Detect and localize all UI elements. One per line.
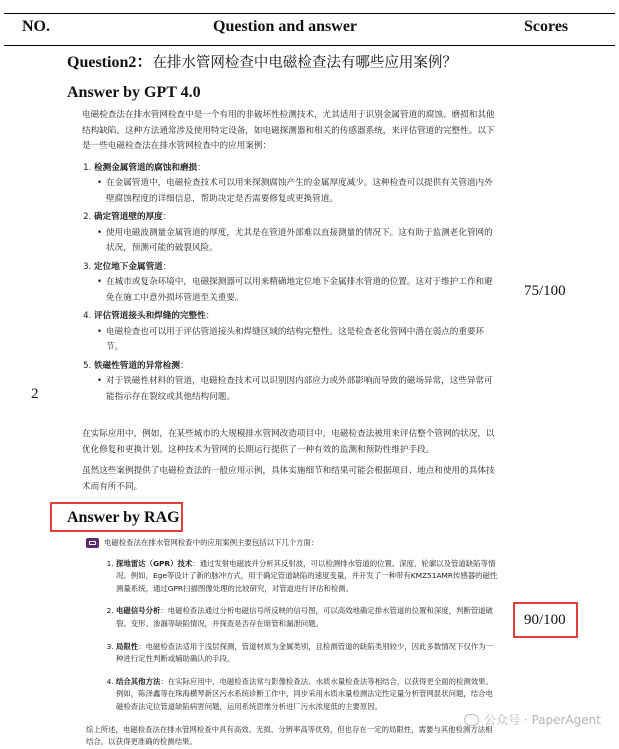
gpt-closing-paragraph-1: 在实际应用中，例如，在某些城市的大规模排水管网改造项目中，电磁检查法被用来评估整个管网的状况，以优化修复和更换计划。这种技术为管网的长期运行提供了一种有效的监测和预防性维护手段。 bbox=[82, 429, 495, 455]
gpt-case-title: 定位地下金属管道 bbox=[94, 261, 163, 272]
header-scores: Scores bbox=[524, 18, 569, 35]
list-item bbox=[116, 605, 498, 630]
gpt-case-title: 铁磁性管道的异常检测 bbox=[94, 360, 180, 371]
row-number: 2 bbox=[31, 386, 39, 402]
rag-intro-line bbox=[86, 537, 498, 550]
gpt-case-title: 评估管道接头和焊缝的完整性 bbox=[94, 311, 206, 321]
gpt-case-desc: • 电磁检查也可以用于评估管道接头和焊缝区域的结构完整性。这是检查老化管网中潜在弱点的重要环节。 bbox=[106, 325, 500, 356]
rag-case-desc: ：在实际应用中，电磁检查法常与影像检查法、水质水量检查法等相结合，以获得更全面的检测效果。例如，陈泽鑫等在珠海横琴新区污水系统诊断工作中，同步采用水质水量检测法定性定量分析管网混状问题，结合电磁检查法定位管道缺陷病害问题，运用系统思维分析进厂污水浓度低的主要原因。 bbox=[116, 676, 493, 711]
assistant-logo-icon bbox=[86, 538, 99, 548]
gpt-case-desc: • 在金属管道中，电磁检查技术可以用来探测腐蚀产生的金属厚度减少。这种检查可以提供有关管道内外壁腐蚀程度的详细信息，帮助决定是否需要修复或更换管道。 bbox=[106, 176, 500, 207]
rag-intro: 电磁检查法在排水管网检查中的应用案例主要包括以下几个方面： bbox=[104, 538, 319, 547]
rag-case-desc: ：电磁检查法通过分析电磁信号所反映的信号图，可以高效地确定排水管道的位置和深度，判断管道破裂、变形、渗漏等缺陷情况，并探查是否存在暗管和漏泄问题。 bbox=[116, 606, 493, 628]
table-top-rule bbox=[4, 13, 615, 14]
rag-answer-body bbox=[86, 537, 498, 749]
watermark-text: 公众号 · PaperAgent bbox=[484, 713, 601, 727]
question-text: 在排水管网检查中电磁检查法有哪些应用案例？ bbox=[152, 55, 457, 71]
rag-case-title: 局限性 bbox=[116, 641, 139, 651]
gpt-case-desc: • 使用电磁波测量金属管道的厚度，尤其是在管道外部难以直接测量的情况下。这有助于监测老化管网的状况，预测可能的破裂风险。 bbox=[106, 226, 500, 257]
gpt-case-title: 检测金属管道的腐蚀和磨损 bbox=[94, 162, 198, 173]
gpt-answer-body bbox=[82, 108, 500, 501]
rag-case-title: 电磁信号分析 bbox=[116, 606, 161, 616]
header-question-and-answer: Question and answer bbox=[213, 18, 358, 35]
rag-case-list bbox=[86, 558, 498, 714]
gpt-case-desc: • 对于铁磁性材料的管道，电磁检查技术可以识别因内部应力或外部影响而导致的磁场异常，这些异常可能指示存在裂纹或其他结构问题。 bbox=[106, 374, 500, 405]
list-item: 1. 检测金属管道的腐蚀和磨损： • 在金属管道中，电磁检查技术可以用来探测腐蚀产生的金属厚度减少。这种检查可以提供有关管道内外壁腐蚀程度的详细信息，帮助决定是否需要修复或更换管道。 bbox=[94, 161, 500, 208]
rag-case-desc: ：电磁检查法适用于浅层探测，管道材质为金属类别，且检测管道的缺陷类别较少，因此多数情况下仅作为一种进行定性判断或辅助确认的手段。 bbox=[116, 641, 493, 664]
table-header-rule bbox=[4, 45, 615, 46]
question-label: Question2： bbox=[67, 54, 153, 71]
header-no: NO. bbox=[22, 18, 50, 35]
rag-closing-paragraph: 综上所述，电磁检查法在排水管网检查中具有高效、无损、分辨率高等优势，但也存在一定的局限性，需要与其他检测方法相结合，以获得更准确的检测结果。 bbox=[86, 724, 493, 747]
list-item: 2. 确定管道壁的厚度： • 使用电磁波测量金属管道的厚度，尤其是在管道外部难以直接测量的情况下。这有助于监测老化管网的状况，预测可能的破裂风险。 bbox=[94, 210, 500, 257]
wechat-icon bbox=[464, 714, 479, 726]
rag-case-desc: ：通过发射电磁波并分析其反射波，可以检测排水管道的位置、深度、轮廓以及管道缺陷等情况。例如，Ege等设计了新的脉冲方式，用于确定管道缺陷的速度变量，并开发了一种带有KMZ51AMR传感器的磁性测量系统，通过GPR扫描图像处理的比较研究，对管道进行评估和检测。 bbox=[116, 558, 498, 593]
rag-score: 90/100 bbox=[524, 612, 566, 628]
gpt-case-title: 确定管道壁的厚度 bbox=[94, 212, 163, 222]
rag-case-title: 结合其他方法 bbox=[116, 676, 161, 686]
list-item: 5. 铁磁性管道的异常检测： • 对于铁磁性材料的管道，电磁检查技术可以识别因内部应力或外部影响而导致的磁场异常，这些异常可能指示存在裂纹或其他结构问题。 bbox=[94, 359, 500, 406]
gpt-closing-paragraph-2: 虽然这些案例提供了电磁检查法的一般应用示例，具体实施细节和结果可能会根据项目、地点和使用的具体技术而有所不同。 bbox=[82, 466, 495, 492]
gpt-answer-title: Answer by GPT 4.0 bbox=[67, 84, 201, 101]
list-item bbox=[116, 558, 498, 596]
gpt-case-list bbox=[82, 161, 500, 406]
rag-case-title: 探地雷达（GPR）技术 bbox=[116, 558, 193, 568]
question-line bbox=[67, 49, 457, 72]
list-item bbox=[116, 641, 498, 666]
gpt-case-desc: • 在城市或复杂环境中，电磁探测器可以用来精确地定位地下金属排水管道的位置。这对于维护工作和避免在施工中意外损坏管道至关重要。 bbox=[106, 275, 500, 306]
rag-answer-title: Answer by RAG bbox=[67, 509, 180, 526]
watermark bbox=[464, 711, 601, 728]
list-item: 3. 定位地下金属管道： • 在城市或复杂环境中，电磁探测器可以用来精确地定位地下金属排水管道的位置。这对于维护工作和避免在施工中意外损坏管道至关重要。 bbox=[94, 260, 500, 307]
list-item bbox=[116, 676, 498, 714]
list-item: 4. 评估管道接头和焊缝的完整性： • 电磁检查也可以用于评估管道接头和焊缝区域的结构完整性。这是检查老化管网中潜在弱点的重要环节。 bbox=[94, 309, 500, 356]
gpt-intro: 电磁检查法在排水管网检查中是一个有用的非破坏性检测技术，尤其适用于识别金属管道的腐蚀、磨损和其他结构缺陷。这种方法通常涉及使用特定设备，如电磁探测器和相关的传感器系统，来评估管道的完整性。以下是一些电磁检查法在排水管网检查中的应用案例： bbox=[82, 110, 495, 151]
gpt-score: 75/100 bbox=[524, 283, 566, 299]
